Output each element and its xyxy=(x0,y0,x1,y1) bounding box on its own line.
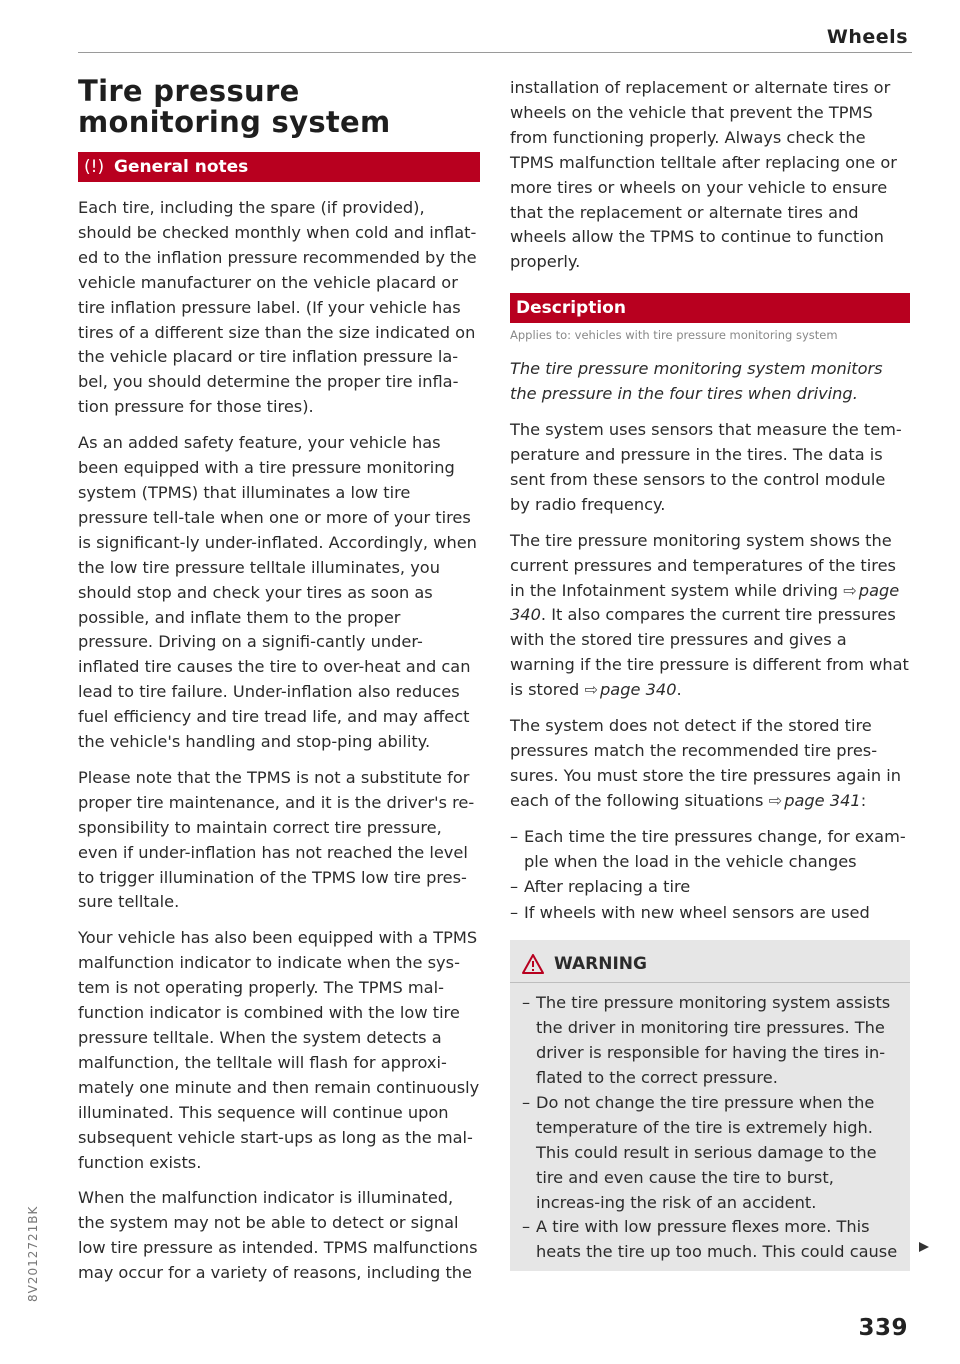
warning-triangle-icon xyxy=(522,954,544,974)
warning-item: – The tire pressure monitoring system assists the driver in monitoring tire pressures. The driver is responsible for having the tires in-flated to the correct pressure. xyxy=(522,991,900,1091)
warning-item: – A tire with low pressure flexes more. This heats the tire up too much. This could cause xyxy=(522,1215,900,1265)
warning-item: – Do not change the tire pressure when the temperature of the tire is extremely high. This could result in serious damage to the tire and even cause the tire to burst, increas-ing the risk of an accident. xyxy=(522,1091,900,1216)
paragraph: The tire pressure monitoring system shows the current pressures and temperatures of the tires in the Infotainment system while driving ⇨ page 340. It also compares the current tire pressures with the stored tire pressures and gives a warning if the tire pressure is different from what is stored ⇨ page 340. xyxy=(510,530,909,700)
list-item: – After replacing a tire xyxy=(510,875,910,900)
warning-header xyxy=(510,946,910,983)
intro-paragraph: The tire pressure monitoring system monitors the pressure in the four tires when driving. xyxy=(510,359,883,404)
side-code: 8V2012721BK xyxy=(26,1205,40,1302)
page-link[interactable]: page 340 xyxy=(510,580,900,625)
arrow-right-icon: ⇨ xyxy=(584,680,599,700)
warning-box xyxy=(510,940,910,1271)
paragraph: When the malfunction indicator is illuminated, the system may not be able to detect or signal low tire pressure as intended. TPMS malfunctions may occur for a variety of reasons, including the xyxy=(78,1188,478,1283)
left-column xyxy=(78,72,480,1297)
continuation-paragraph: installation of replacement or alternate tires or wheels on the vehicle that prevent the TPMS from functioning properly. Always check the TPMS malfunction telltale after replacing one or more tires or wheels on your vehicle to ensure that the replacement or alternate tires and wheels allow the TPMS to continue to function properly. xyxy=(510,78,897,272)
paragraph: The system does not detect if the stored tire pressures match the recommended tire pres-sures. You must store the tire pressures again in each of the following situations ⇨ page 341: xyxy=(510,716,901,810)
paragraph: Each tire, including the spare (if provided), should be checked monthly when cold and inflat-ed to the inflation pressure recommended by the vehicle manufacturer on the vehicle placard or tire inflation pressure label. (If your vehicle has tires of a different size than the size indicated on the vehicle placard or tire inflation pressure la-bel, you should determine the proper tire infla-tion pressure for those tires). xyxy=(78,198,477,417)
description-bar: Description xyxy=(510,293,910,323)
applies-note: Applies to: vehicles with tire pressure monitoring system xyxy=(510,328,838,343)
page-number: 339 xyxy=(858,1315,908,1341)
section-header: Wheels xyxy=(826,26,908,48)
paragraph: Please note that the TPMS is not a substitute for proper tire maintenance, and it is the driver's re-sponsibility to maintain correct tire pressure, even if under-inflation has not reached the level to trigger illumination of the TPMS low tire pres-sure telltale. xyxy=(78,767,475,912)
list-item: – If wheels with new wheel sensors are used xyxy=(510,901,910,926)
page-link[interactable]: page 340 xyxy=(600,680,677,700)
paragraph: The system uses sensors that measure the tem-perature and pressure in the tires. The data is sent from these sensors to the control module by radio frequency. xyxy=(510,420,902,514)
situations-list xyxy=(510,825,910,927)
general-notes-label: General notes xyxy=(114,157,249,177)
arrow-right-icon: ⇨ xyxy=(768,790,783,810)
paragraph: Your vehicle has also been equipped with a TPMS malfunction indicator to indicate when the sys-tem is not operating properly. The TPMS mal-function indicator is combined with the low tire pressure telltale. When the system detects a malfunction, the telltale will flash for approxi-mately one minute and then remain continuously illuminated. This sequence will continue upon subsequent vehicle start-ups as long as the mal-function exists. xyxy=(78,928,480,1172)
page-link[interactable]: page 341 xyxy=(784,790,861,810)
paragraph: As an added safety feature, your vehicle has been equipped with a tire pressure monitoring system (TPMS) that illuminates a low tire pressure tell-tale when one or more of your tires is significant-ly under-inflated. Accordingly, when the low tire pressure telltale illuminates, you should stop and check your tires as soon as possible, and inflate them to the proper pressure. Driving on a signifi-cantly under-inflated tire causes the tire to over-heat and can lead to tire failure. Under-inflation also reduces fuel efficiency and tire tread life, and may affect the vehicle's handling and stop-ping ability. xyxy=(78,433,477,752)
list-item: – Each time the tire pressures change, for exam-ple when the load in the vehicle changes xyxy=(510,825,910,875)
general-notes-bar xyxy=(78,152,480,182)
warning-list xyxy=(522,991,900,1265)
header-rule xyxy=(78,52,912,53)
note-marker-icon: (!) xyxy=(84,157,105,177)
arrow-right-icon: ⇨ xyxy=(843,580,857,600)
continue-arrow-icon xyxy=(918,1241,930,1253)
right-column xyxy=(510,76,910,1271)
warning-title: WARNING xyxy=(554,954,647,975)
page-title: Tire pressure monitoring system xyxy=(78,74,391,139)
